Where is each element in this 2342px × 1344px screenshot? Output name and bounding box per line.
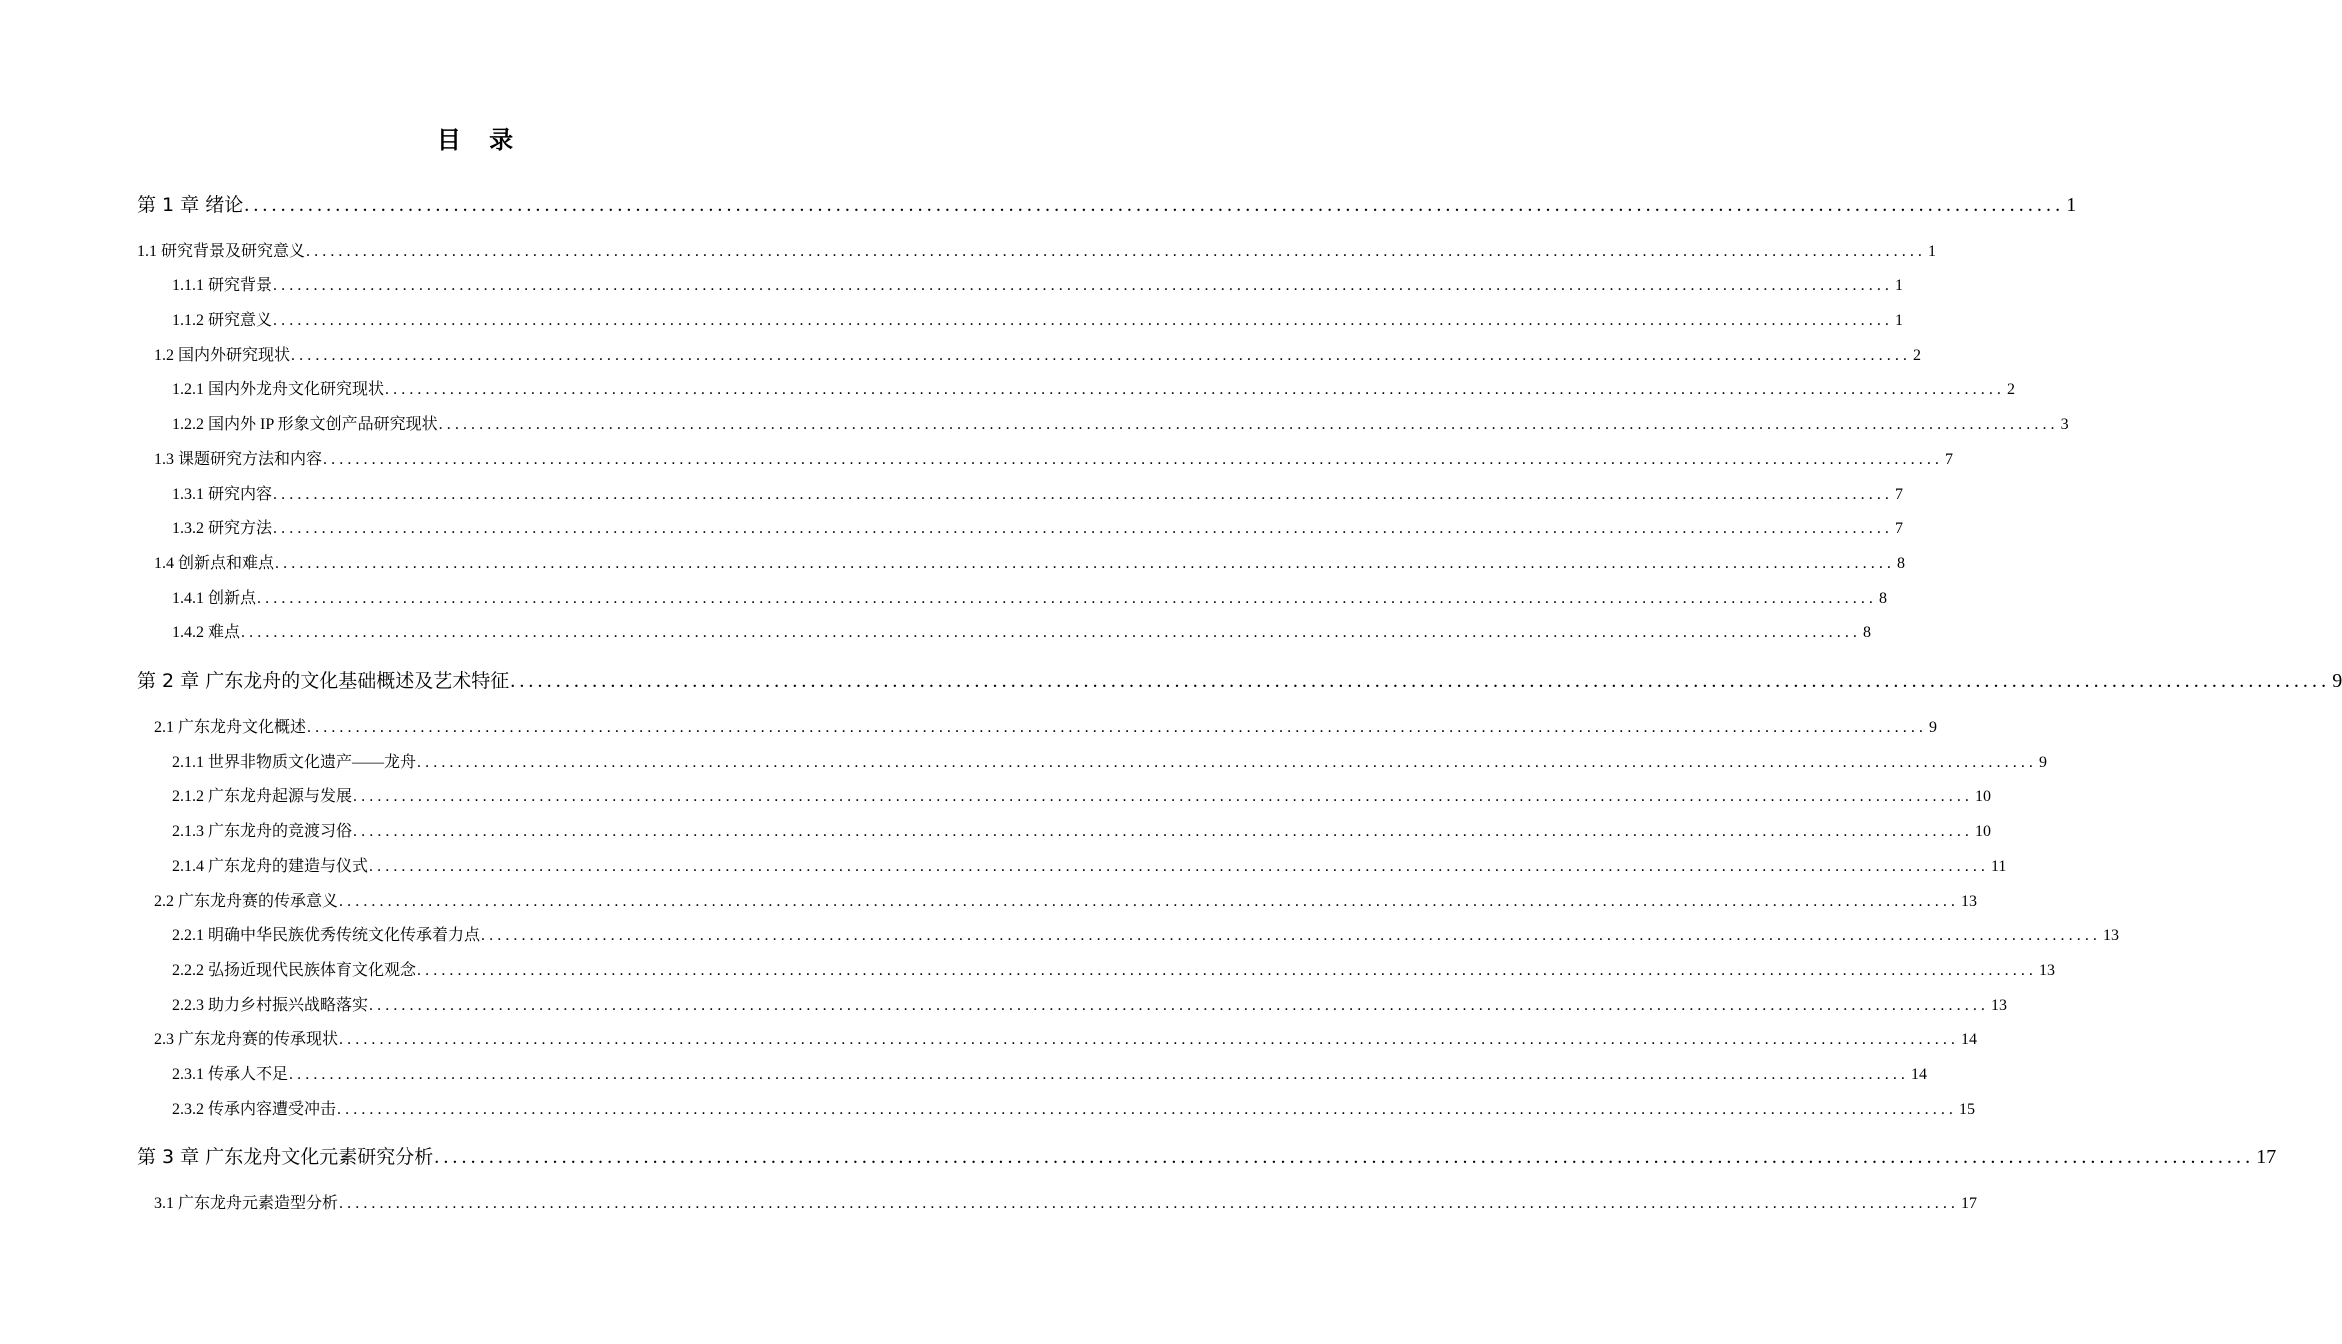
- toc-leader-dots: ........................................................................................................................................................................................................: [438, 416, 2059, 433]
- toc-entry-page: 14: [1911, 1066, 1928, 1083]
- toc-entry-label: 2.2 广东龙舟赛的传承意义: [154, 893, 339, 910]
- toc-entry-page: 7: [1895, 486, 1904, 503]
- toc-entry-label: 2.1.1 世界非物质文化遗产——龙舟: [172, 754, 417, 771]
- toc-entry-label: 第 1 章 绪论: [137, 194, 244, 216]
- toc-entry-section[interactable]: [154, 1027, 1978, 1053]
- toc-entry-page: 11: [1991, 858, 2007, 875]
- toc-entry-page: 13: [2103, 927, 2120, 944]
- toc-entry-subsection[interactable]: [172, 586, 1888, 612]
- toc-leader-dots: ........................................................................................................................................................................................................: [339, 1195, 1960, 1212]
- toc-entry-page: 10: [1975, 823, 1992, 840]
- toc-entry-page: 7: [1945, 451, 1954, 468]
- toc-entry-subsection[interactable]: [172, 854, 2007, 880]
- toc-entry-subsection[interactable]: [172, 1062, 1928, 1088]
- toc-entry-label: 2.2.3 助力乡村振兴战略落实: [172, 997, 369, 1014]
- toc-entry-label: 2.2.2 弘扬近现代民族体育文化观念: [172, 962, 417, 979]
- toc-entry-label: 1.4.2 难点: [172, 624, 241, 641]
- toc-entry-label: 1.3.2 研究方法: [172, 520, 273, 537]
- toc-entry-label: 3.1 广东龙舟元素造型分析: [154, 1195, 339, 1212]
- toc-entry-label: 1.2.1 国内外龙舟文化研究现状: [172, 381, 385, 398]
- toc-entry-page: 1: [1895, 312, 1904, 329]
- toc-entry-page: 1: [2066, 194, 2077, 216]
- toc-leader-dots: ........................................................................................................................................................................................................: [257, 590, 1878, 607]
- toc-leader-dots: ........................................................................................................................................................................................................: [289, 1066, 1910, 1083]
- toc-entry-page: 14: [1961, 1031, 1978, 1048]
- toc-entry-section[interactable]: [154, 715, 1938, 741]
- toc-leader-dots: ........................................................................................................................................................................................................: [337, 1101, 1958, 1118]
- toc-entry-label: 2.3.1 传承人不足: [172, 1066, 289, 1083]
- toc-entry-subsection[interactable]: [172, 308, 1904, 334]
- toc-entry-subsection[interactable]: [172, 750, 2048, 776]
- toc-entry-page: 7: [1895, 520, 1904, 537]
- toc-entry-chapter[interactable]: [137, 666, 2342, 696]
- toc-entry-label: 第 2 章 广东龙舟的文化基础概述及艺术特征: [137, 670, 510, 692]
- toc-entry-label: 2.1.4 广东龙舟的建造与仪式: [172, 858, 369, 875]
- toc-entry-subsection[interactable]: [172, 923, 2120, 949]
- toc-entry-label: 2.1.2 广东龙舟起源与发展: [172, 788, 353, 805]
- toc-entry-section[interactable]: [154, 343, 1922, 369]
- toc-entry-page: 9: [2332, 670, 2342, 692]
- toc-entry-label: 第 3 章 广东龙舟文化元素研究分析: [137, 1146, 434, 1168]
- toc-entry-page: 17: [2256, 1146, 2277, 1168]
- toc-entry-subsection[interactable]: [172, 412, 2069, 438]
- toc-entry-label: 2.3.2 传承内容遭受冲击: [172, 1101, 337, 1118]
- toc-entry-label: 1.1 研究背景及研究意义: [137, 243, 306, 260]
- toc-entry-subsection[interactable]: [172, 993, 2008, 1019]
- toc-entry-page: 3: [2060, 416, 2069, 433]
- toc-entry-label: 1.4 创新点和难点: [154, 555, 275, 572]
- toc-leader-dots: ........................................................................................................................................................................................................: [241, 624, 1862, 641]
- toc-leader-dots: ........................................................................................................................................................................................................: [339, 1031, 1960, 1048]
- toc-leader-dots: ........................................................................................................................................................................................................: [273, 520, 1894, 537]
- toc-entry-page: 10: [1975, 788, 1992, 805]
- toc-entry-chapter[interactable]: [137, 1142, 2277, 1172]
- toc-entry-section[interactable]: [137, 239, 1937, 265]
- toc-entry-label: 1.1.2 研究意义: [172, 312, 273, 329]
- toc-leader-dots: ........................................................................................................................................................................................................: [273, 277, 1894, 294]
- toc-leader-dots: ........................................................................................................................................................................................................: [369, 997, 1990, 1014]
- toc-entry-page: 9: [2039, 754, 2048, 771]
- toc-entry-subsection[interactable]: [172, 273, 1904, 299]
- toc-entry-page: 13: [1961, 893, 1978, 910]
- toc-entry-page: 2: [2007, 381, 2016, 398]
- toc-leader-dots: ........................................................................................................................................................................................................: [306, 243, 1927, 260]
- toc-entry-page: 8: [1897, 555, 1906, 572]
- toc-entry-subsection[interactable]: [172, 516, 1904, 542]
- toc-entry-subsection[interactable]: [172, 620, 1872, 646]
- toc-leader-dots: ........................................................................................................................................................................................................: [417, 754, 2038, 771]
- toc-entry-label: 1.3.1 研究内容: [172, 486, 273, 503]
- toc-leader-dots: ........................................................................................................................................................................................................: [369, 858, 1990, 875]
- toc-entry-label: 2.3 广东龙舟赛的传承现状: [154, 1031, 339, 1048]
- toc-entry-label: 1.4.1 创新点: [172, 590, 257, 607]
- toc-entry-label: 2.1.3 广东龙舟的竞渡习俗: [172, 823, 353, 840]
- toc-leader-dots: ........................................................................................................................................................................................................: [273, 486, 1894, 503]
- toc-entry-label: 2.2.1 明确中华民族优秀传统文化传承着力点: [172, 927, 481, 944]
- toc-entry-page: 13: [2039, 962, 2056, 979]
- toc-leader-dots: ........................................................................................................................................................................................................: [273, 312, 1894, 329]
- toc-entry-label: 1.2 国内外研究现状: [154, 347, 291, 364]
- toc-leader-dots: ........................................................................................................................................................................................................: [244, 194, 2065, 216]
- toc-entry-section[interactable]: [154, 889, 1978, 915]
- toc-leader-dots: ........................................................................................................................................................................................................: [275, 555, 1896, 572]
- toc-entry-subsection[interactable]: [172, 819, 1992, 845]
- toc-entry-chapter[interactable]: [137, 190, 2077, 220]
- toc-entry-label: 1.3 课题研究方法和内容: [154, 451, 323, 468]
- toc-leader-dots: ........................................................................................................................................................................................................: [434, 1146, 2255, 1168]
- toc-entry-label: 1.1.1 研究背景: [172, 277, 273, 294]
- toc-entry-page: 1: [1928, 243, 1937, 260]
- toc-leader-dots: ........................................................................................................................................................................................................: [339, 893, 1960, 910]
- toc-leader-dots: ........................................................................................................................................................................................................: [323, 451, 1944, 468]
- toc-leader-dots: ........................................................................................................................................................................................................: [291, 347, 1912, 364]
- toc-entry-section[interactable]: [154, 1191, 1978, 1217]
- toc-entry-page: 15: [1959, 1101, 1976, 1118]
- toc-entry-page: 8: [1879, 590, 1888, 607]
- toc-leader-dots: ........................................................................................................................................................................................................: [481, 927, 2102, 944]
- toc-entry-subsection[interactable]: [172, 377, 2016, 403]
- toc-leader-dots: ........................................................................................................................................................................................................: [385, 381, 2006, 398]
- toc-leader-dots: ........................................................................................................................................................................................................: [307, 719, 1928, 736]
- toc-entry-subsection[interactable]: [172, 958, 2056, 984]
- toc-entry-subsection[interactable]: [172, 1097, 1976, 1123]
- toc-entry-page: 2: [1913, 347, 1922, 364]
- toc-leader-dots: ........................................................................................................................................................................................................: [510, 670, 2331, 692]
- toc-leader-dots: ........................................................................................................................................................................................................: [353, 823, 1974, 840]
- toc-entry-section[interactable]: [154, 551, 1906, 577]
- toc-entry-page: 9: [1929, 719, 1938, 736]
- toc-leader-dots: ........................................................................................................................................................................................................: [417, 962, 2038, 979]
- toc-entry-page: 17: [1961, 1195, 1978, 1212]
- toc-entry-page: 13: [1991, 997, 2008, 1014]
- toc-entry-page: 1: [1895, 277, 1904, 294]
- toc-entry-page: 8: [1863, 624, 1872, 641]
- toc-entry-subsection[interactable]: [172, 482, 1904, 508]
- toc-entry-label: 2.1 广东龙舟文化概述: [154, 719, 307, 736]
- toc-entry-section[interactable]: [154, 447, 1954, 473]
- toc-entry-label: 1.2.2 国内外 IP 形象文创产品研究现状: [172, 416, 438, 433]
- toc-leader-dots: ........................................................................................................................................................................................................: [353, 788, 1974, 805]
- toc-entry-subsection[interactable]: [172, 784, 1992, 810]
- page-title: 目 录: [436, 126, 524, 154]
